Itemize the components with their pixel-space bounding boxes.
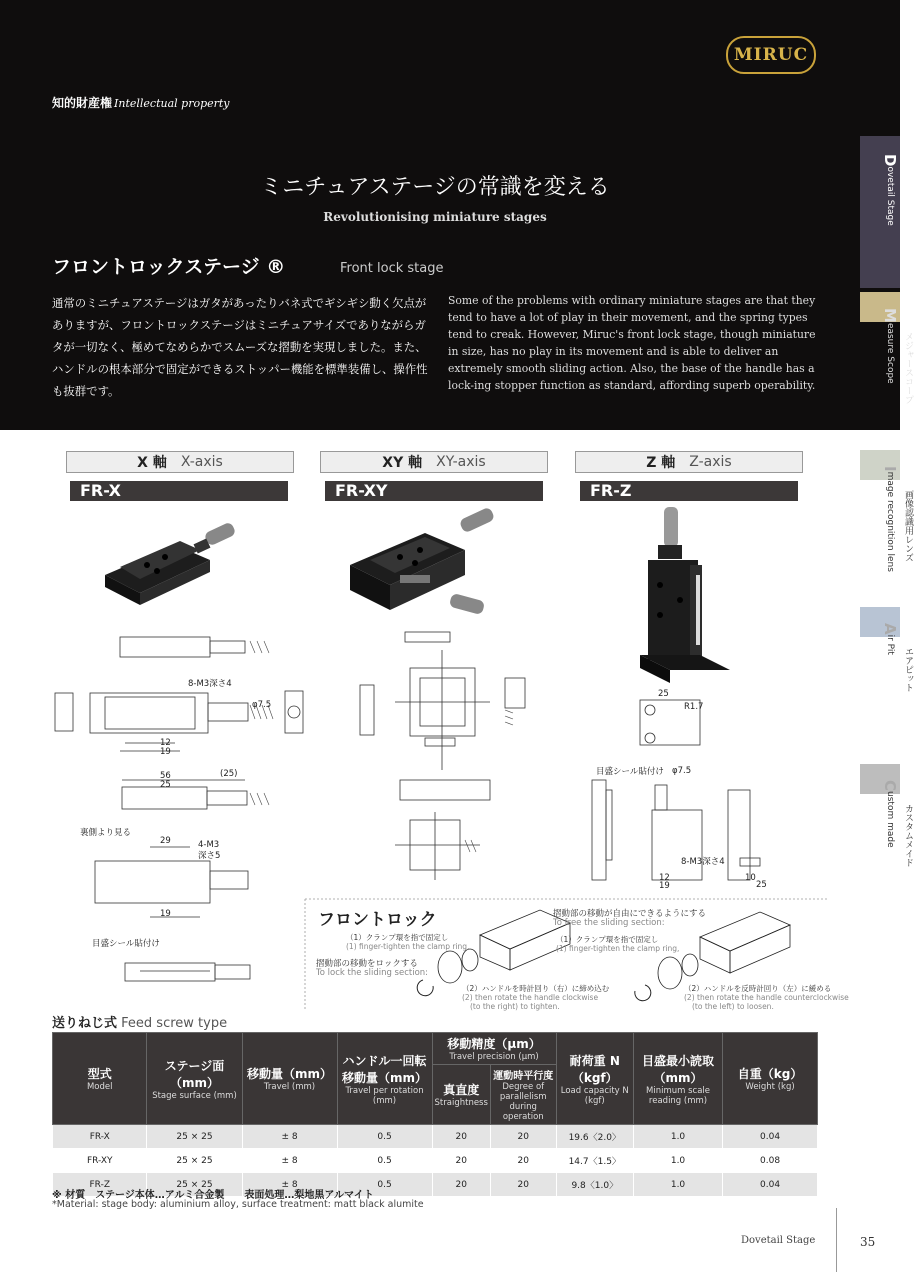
lock-step1-en: (1) finger-tighten the clamp ring, — [346, 942, 470, 951]
material-note-en: *Material: stage body: aluminium alloy, surface treatment: matt black alumite — [52, 1199, 424, 1210]
side-tab-en: ir Pit — [885, 634, 895, 655]
col-travel: 移動量（mm） Travel (mm) — [242, 1033, 337, 1125]
free-step2-en2: (to the left) to loosen. — [692, 1002, 774, 1011]
lock-step2-jp: （2）ハンドルを時計回り（右）に締め込む — [462, 984, 610, 993]
x-dim-56: 56 — [160, 771, 171, 781]
fr-xy-drawing — [355, 630, 535, 895]
ip-label-jp: 知的財産権 — [52, 96, 113, 110]
front-lock-title: フロントロック — [318, 910, 437, 930]
fr-xy-photo — [340, 505, 510, 625]
side-tab-initial: D — [881, 154, 899, 167]
side-tab-en: mage recognition lens — [885, 471, 895, 572]
side-tab-initial: A — [881, 623, 899, 635]
col-parallelism: 運動時平行度 Degree of parallelism during operation — [490, 1065, 556, 1125]
side-tab-dovetail[interactable] — [860, 136, 913, 286]
z-dim-10: 10 — [745, 873, 756, 883]
col-scale: 目盛最小読取（mm） Minimum scale reading (mm) — [633, 1033, 722, 1125]
free-step1-en: (1) finger-tighten the clamp ring, — [556, 944, 680, 953]
side-tab-initial: C — [881, 780, 899, 792]
side-tab-jp: アリ溝式ステージ — [903, 176, 913, 248]
feed-jp: 送りねじ式 — [52, 1016, 118, 1031]
x-back-dim-29: 29 — [160, 836, 171, 846]
col-straightness: 真直度 Straightness — [432, 1065, 490, 1125]
ip-label-en: Intellectual property — [114, 97, 230, 110]
x-scale-label: 目盛シール貼付け — [92, 939, 160, 949]
free-step1-jp: （1）クランプ環を指で固定し — [556, 935, 659, 944]
axis-jp: XY 軸 — [382, 455, 423, 471]
side-tab-air-pit[interactable] — [860, 607, 913, 727]
lock-step2-en2: (to the right) to tighten. — [470, 1002, 560, 1011]
lock-heading-jp: 摺動部の移動をロックする — [316, 959, 418, 969]
axis-en: X-axis — [180, 454, 223, 470]
col-surface: ステージ面（mm） Stage surface (mm) — [147, 1033, 242, 1125]
lock-step2 — [462, 984, 609, 1011]
side-tab-initial: M — [881, 308, 899, 323]
table-row: FR-Z 25 × 25 ± 8 0.5 20 20 9.8〈1.0〉 1.0 0.04 — [53, 1173, 818, 1197]
axis-header-z — [575, 451, 803, 473]
table-row: FR-XY 25 × 25 ± 8 0.5 20 20 14.7〈1.5〉 1.0 0.08 — [53, 1149, 818, 1173]
material-note-jp: ※ 材質 ステージ本体…アルミ合金製 表面処理…梨地黒アルマイト — [52, 1190, 374, 1201]
ip-label — [52, 94, 230, 111]
axis-jp: Z 軸 — [646, 455, 676, 471]
col-load: 耐荷重 N（kgf） Load capacity N (kgf) — [556, 1033, 633, 1125]
lock-step1 — [346, 933, 469, 951]
axis-header-x — [66, 451, 294, 473]
axis-en: Z-axis — [689, 454, 732, 470]
product-name-jp: フロントロックステージ ® — [52, 256, 286, 278]
lock-step2-en: (2) then rotate the handle clockwise — [462, 993, 599, 1002]
side-tab-image-lens[interactable] — [860, 450, 913, 590]
fr-z-photo — [630, 505, 740, 685]
x-back-tap: 4-M3 — [198, 840, 220, 850]
model-bar-fr-z: FR-Z — [580, 481, 798, 501]
table-header-row — [53, 1033, 818, 1065]
description-en: Some of the problems with ordinary miniature stages are that they tend to have a lot of play in their movement, and the spring types tend to creak. However, Miruc's front lock stage, though miniature in size, has no play in its movement and is able to deliver an extremely smooth sliding action. Also, the base of the handle has a lock-ing stopper function as standard, affording superb operability. — [448, 294, 816, 392]
x-tap-label: 8-M3深さ4 — [188, 679, 232, 689]
feed-en: Feed screw type — [121, 1016, 228, 1031]
product-name-en: Front lock stage — [340, 261, 444, 276]
free-heading-en: To free the sliding section: — [553, 918, 665, 928]
free-step2-en: (2) then rotate the handle counterclockwise — [684, 993, 849, 1002]
x-back-depth: 深さ5 — [198, 851, 221, 861]
fr-x-drawing — [50, 625, 310, 995]
model-bar-fr-xy: FR-XY — [325, 481, 543, 501]
footer-section: Dovetail Stage — [741, 1235, 816, 1246]
free-step2-jp: （2）ハンドルを反時計回り（左）に緩める — [684, 984, 832, 993]
side-tab-en: ovetail Stage — [885, 166, 895, 226]
miruc-logo: MIRUC — [726, 36, 816, 74]
lock-heading — [316, 960, 428, 978]
x-dim-19: 19 — [160, 747, 171, 757]
side-tab-measure[interactable] — [860, 292, 913, 422]
side-tab-custom[interactable] — [860, 764, 913, 894]
spec-table — [52, 1032, 818, 1197]
col-weight: 自重（kg） Weight (kg) — [723, 1033, 818, 1125]
page-subtitle: Revolutionising miniature stages — [323, 210, 547, 224]
side-tab-en: ustom made — [885, 791, 895, 848]
free-heading — [553, 910, 706, 928]
free-step1 — [556, 935, 679, 953]
side-tab-jp: 画像認識用レンズ — [903, 490, 913, 562]
x-dim-phi: φ7.5 — [252, 700, 272, 710]
col-model: 型式 Model — [53, 1033, 147, 1125]
x-dim-25: 25 — [160, 780, 171, 790]
page-title: ミニチュアステージの常識を変える — [260, 175, 610, 200]
free-heading-jp: 摺動部の移動が自由にできるようにする — [553, 909, 707, 919]
col-precision: 移動精度（μm） Travel precision (μm) — [432, 1033, 556, 1065]
lock-step1-jp: （1）クランプ環を指で固定し — [346, 933, 449, 942]
col-rotation: ハンドル一回転移動量（mm） Travel per rotation (mm) — [337, 1033, 432, 1125]
z-dim-25b: 25 — [756, 880, 767, 890]
x-back-label: 裏側より見る — [80, 828, 132, 838]
z-dim-12: 12 — [659, 873, 670, 883]
axis-jp: X 軸 — [137, 455, 167, 471]
z-tap-label: 8-M3深さ4 — [681, 857, 725, 867]
description-jp: 通常のミニチュアステージはガタがあったりバネ式でギシギシ動く欠点がありますが、フロントロックステージはミニチュアサイズでありながらガタが一切なく、極めてなめらかでスムーズな摺動を実現しました。また、ハンドルの根本部分で固定ができるストッパー機能を標準装備し、操作性も抜群です。 — [52, 296, 428, 398]
x-dim-12: 12 — [160, 738, 171, 748]
model-bar-fr-x: FR-X — [70, 481, 288, 501]
z-dim-25: 25 — [658, 689, 669, 699]
axis-en: XY-axis — [436, 454, 486, 470]
fr-x-photo — [95, 505, 255, 615]
axis-header-xy — [320, 451, 548, 473]
side-tab-en: easure Scope — [885, 322, 895, 384]
side-tab-initial: I — [881, 466, 899, 472]
page-number: 35 — [860, 1235, 876, 1249]
feed-type-heading — [52, 1012, 227, 1031]
x-dim-25-ref: (25) — [220, 769, 238, 779]
z-dim-r: R1.7 — [684, 702, 704, 712]
x-back-dim-19: 19 — [160, 909, 171, 919]
table-row: FR-X 25 × 25 ± 8 0.5 20 20 19.6〈2.0〉 1.0 0.04 — [53, 1125, 818, 1149]
footer-divider — [836, 1208, 837, 1272]
z-dim-19: 19 — [659, 881, 670, 891]
z-scale-label: 目盛シール貼付け — [596, 767, 664, 777]
lock-heading-en: To lock the sliding section: — [316, 968, 429, 978]
side-tab-jp: カスタムメイド — [903, 804, 913, 867]
side-tab-jp: メジャースコープ — [903, 332, 913, 404]
z-dim-phi: φ7.5 — [672, 766, 692, 776]
free-step2 — [684, 984, 849, 1011]
side-tab-jp: エアピット — [903, 647, 913, 692]
